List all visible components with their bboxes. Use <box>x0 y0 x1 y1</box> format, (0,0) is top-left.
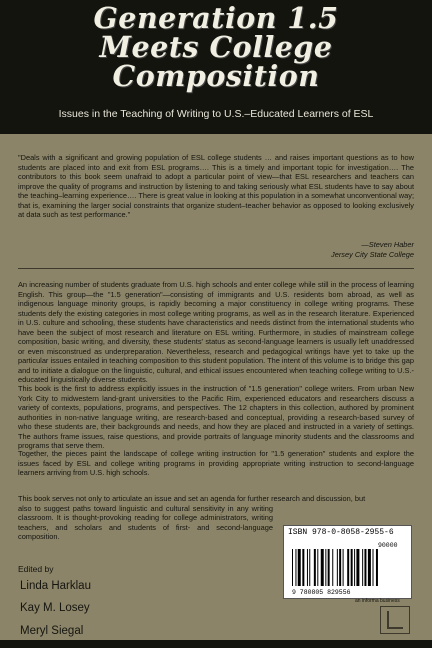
editor-name-3: Meryl Siegal <box>20 625 84 637</box>
book-title <box>0 1 432 93</box>
endorsement-quote: "Deals with a significant and growing population of ESL college students … and raises important questions as to how students are placed into and exit from ESL programs…. This is a timely and important topic for investigation…. The contributors to this book seem unafraid to adopt a particular point of view—that ESL researchers and teachers can improve the quality of programs and instruction by listening to and taking seriously what ESL students have to say about the teaching–learning experience…. There is great value in looking at this population in a somewhat unconventional way; that is, examining the larger social constraints that organize student–teacher behavior as opposed to looking exclusively at data such as test performance." <box>18 153 414 220</box>
imprint-text: an informa business <box>355 598 400 604</box>
bottom-strip <box>0 640 432 648</box>
quote-author: —Steven Haber <box>361 240 414 249</box>
edited-by-label: Edited by <box>18 564 54 574</box>
isbn-text: ISBN 978-0-8058-2955-6 <box>288 528 394 537</box>
title-line-3: Composition <box>112 59 320 93</box>
title-line-2: Meets College <box>99 30 333 64</box>
title-line-1: Generation 1.5 <box>93 1 339 35</box>
quote-affiliation: Jersey City State College <box>331 250 414 259</box>
title-banner <box>0 0 432 134</box>
description-paragraph-3: Together, the pieces paint the landscape of college writing instruction for "1.5 generation" students and explore the issues faced by ESL and college writing programs in providing appropriate writing instruction to second-language learners arriving from U.S. high schools. <box>18 449 414 478</box>
book-subtitle: Issues in the Teaching of Writing to U.S.–Educated Learners of ESL <box>58 108 374 120</box>
ean-digits: 9 780805 829556 <box>292 589 351 596</box>
description-paragraph-4-first-line: This book serves not only to articulate an issue and set an agenda for further research and discussion, but <box>18 494 366 503</box>
editor-name-2: Kay M. Losey <box>20 602 90 614</box>
description-paragraph-1: An increasing number of students graduate from U.S. high schools and enter college while still in the process of learning English. This group—the "1.5 generation"—consisting of immigrants and U.S. residents born abroad, as well as indigenous language minority groups, is rapidly becoming a major constituency in college writing programs. These students defy the existing categories in most college writing programs, as well as in the research literature. Experienced in U.S. culture and schooling, these students have characteristics and needs distinct from the international students who have been the subject of most research and literature on ESL writing. Furthermore, in studies of mainstream college composition, basic writing, and diversity, these students' status as second-language learners is usually left unaddressed or even misconstrued as underpreparation. Nevertheless, research and pedagogical writings have yet to take up the particular issues entailed in teaching composition to this student population. The intent of this volume is to bridge this gap and to initiate a dialogue on the linguistic, cultural, and ethical issues encountered when teaching college writing to U.S.-educated linguistically diverse students. <box>18 280 414 385</box>
publisher-logo <box>380 606 410 634</box>
isbn-barcode <box>283 525 412 599</box>
description-paragraph-4-rest: also to suggest paths toward linguistic and cultural sensitivity in any writing classroom. It is thought-provoking reading for college administrators, writing teachers, and scholars and students of first- and second-language composition. <box>18 503 273 542</box>
editor-name-1: Linda Harklau <box>20 580 91 592</box>
price-code: 90000 <box>378 542 398 549</box>
description-paragraph-2: This book is the first to address explicitly issues in the instruction of "1.5 generation" college writers. From urban New York City to midwestern land-grant universities to the Pacific Rim, experienced educators and researchers discuss a variety of contexts, populations, programs, and perspectives. The 12 chapters in this collection, authored by prominent authorities in non-native language writing, are research-based and conceptual, providing a research-based survey of who these students are, their backgrounds and needs, and how they are placed and instructed in a variety of settings. The authors frame issues, raise questions, and provide portraits of language minority students and the classrooms and programs that serve them. <box>18 384 414 451</box>
barcode-graphic <box>286 539 409 596</box>
section-divider <box>18 268 414 269</box>
